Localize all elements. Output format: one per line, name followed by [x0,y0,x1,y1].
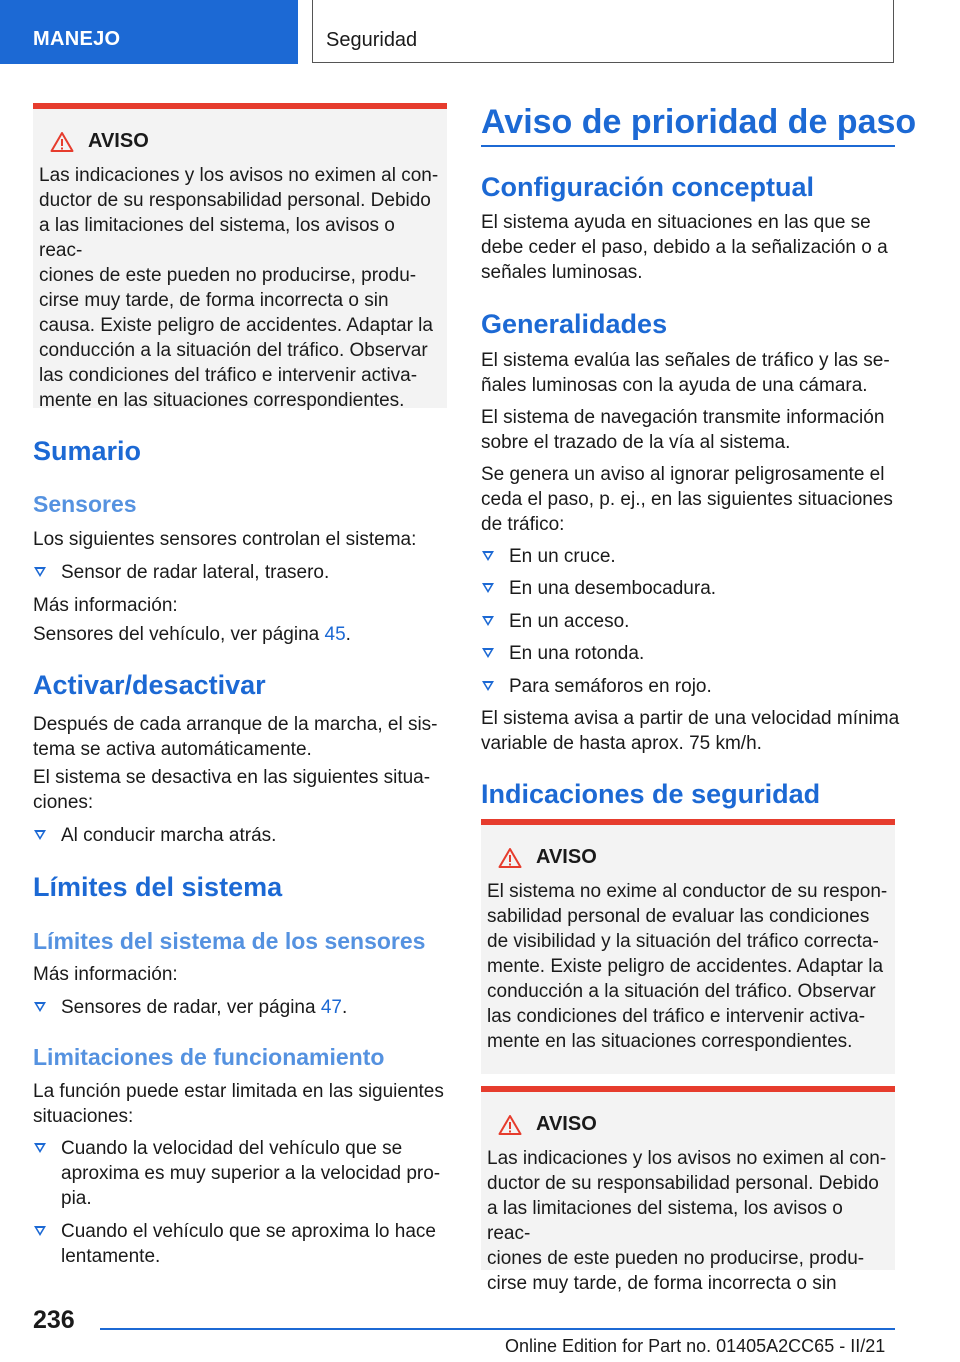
list-item: En un acceso. [481,609,923,634]
bullet-triangle-icon [34,830,46,840]
warning-title [50,130,441,153]
chapter-title: Seguridad [326,29,418,51]
desactiva-text: El sistema se desactiva en las siguientes situa- ciones: [33,767,431,813]
gen-text-2: El sistema de navegación transmite información sobre el trazado de la vía al sistema. [481,407,885,453]
gen-text-3: Se genera un aviso al ignorar peligrosamente el ceda el paso, p. ej., en las siguientes situaciones de tráfico: [481,464,893,535]
list-item: Cuando la velocidad del vehículo que se aproxima es muy superior a la velocidad pro- pia. [33,1136,475,1211]
heading-activar: Activar/desactivar [33,670,266,700]
list-item: Sensores de radar, ver página 47. [33,995,475,1020]
page-link-47[interactable]: 47 [320,997,342,1018]
bullet-triangle-icon [34,1226,46,1236]
footer-divider [100,1328,895,1330]
heading-generalidades: Generalidades [481,309,668,339]
list-item: En una desembocadura. [481,576,923,601]
section-tab [0,0,298,64]
list-item: En una rotonda. [481,641,923,666]
heading-limitaciones: Limitaciones de funcionamiento [33,1044,385,1070]
bullet-triangle-icon [34,1143,46,1153]
section-label: MANEJO [33,28,121,50]
heading-config: Configuración conceptual [481,172,815,202]
bullet-triangle-icon [482,551,494,561]
bullet-triangle-icon [482,583,494,593]
warning-triangle-icon [498,1114,522,1136]
warning-title-text: AVISO [88,130,149,152]
list-item: En un cruce. [481,544,923,569]
warning-title-text: AVISO [536,1113,597,1135]
bullet-triangle-icon [34,567,46,577]
heading-limites-sensores: Límites del sistema de los sensores [33,928,426,954]
heading-limites: Límites del sistema [33,872,283,902]
warning-text: Las indicaciones y los avisos no eximen al con- ductor de su responsabilidad personal. Debido a las limitaciones del sistema, los avisos o reac- ciones de este pueden no producirse, produ- cirse muy tarde, de forma incorrecta o sin [487,1148,887,1294]
gen-text-4: El sistema avisa a partir de una velocidad mínima variable de hasta aprox. 75 km/h. [481,708,900,754]
bullet-triangle-icon [482,616,494,626]
page-number: 236 [33,1306,75,1334]
heading-sumario: Sumario [33,436,142,466]
warning-triangle-icon [50,131,74,153]
warning-text: Las indicaciones y los avisos no eximen al con- ductor de su responsabilidad personal. Debido a las limitaciones del sistema, los avisos o reac- ciones de este pueden no producirse, produ- cirse muy tarde, de forma incorrecta o sin causa. Existe peligro de accidentes. Adaptar la conducción a la situación del tráfico. Observar las condiciones del tráfico e intervenir activa- mente en las situaciones correspondientes. [39,165,439,411]
heading-indicaciones: Indicaciones de seguridad [481,779,821,809]
more-info-label: Más información: [33,964,178,985]
bullet-triangle-icon [482,648,494,658]
chapter-header [312,0,894,63]
list-item: Sensor de radar lateral, trasero. [33,560,475,585]
warning-title-text: AVISO [536,846,597,868]
warning-title [498,1113,889,1136]
list-item: Para semáforos en rojo. [481,674,923,699]
warning-triangle-icon [498,847,522,869]
heading-sensores: Sensores [33,491,137,517]
list-item: Cuando el vehículo que se aproxima lo hace lentamente. [33,1219,475,1269]
warning-box-2 [481,819,895,1074]
warning-text: El sistema no exime al conductor de su respon- sabilidad personal de evaluar las condiciones de visibilidad y la situación del tráfico correcta- mente. Existe peligro de accidentes. Adaptar la conducción a la situación del tráfico. Observar las condiciones del tráfico e intervenir activa- mente en las situaciones correspondientes. [487,881,888,1052]
limitaciones-text: La función puede estar limitada en las siguientes situaciones: [33,1081,444,1127]
edition-footer: Online Edition for Part no. 01405A2CC65 - II/21 [505,1336,886,1356]
page-title: Aviso de prioridad de paso [481,103,917,141]
warning-box-1 [33,103,447,411]
activar-text: Después de cada arranque de la marcha, el sis- tema se activa automáticamente. [33,714,438,760]
config-text: El sistema ayuda en situaciones en las que se debe ceder el paso, debido a la señalización o a señales luminosas. [481,212,888,283]
sensores-text: Los siguientes sensores controlan el sistema: [33,529,417,550]
page-link-45[interactable]: 45 [324,624,346,645]
bullet-triangle-icon [482,681,494,691]
gen-text-1: El sistema evalúa las señales de tráfico y las se- ñales luminosas con la ayuda de una cámara. [481,350,890,396]
sensores-reference: Sensores del vehículo, ver página 45. [33,624,351,645]
title-underline [481,145,895,147]
warning-title [498,846,889,869]
more-info-label: Más información: [33,595,178,616]
list-item: Al conducir marcha atrás. [33,823,475,848]
warning-box-3 [481,1086,895,1294]
bullet-triangle-icon [34,1002,46,1012]
